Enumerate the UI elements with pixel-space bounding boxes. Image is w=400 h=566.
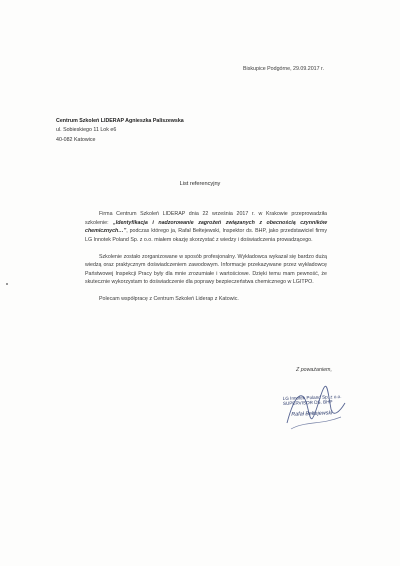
paragraph-1-rest: , podczas którego ja, Rafał Bełtejewski, Inspektor ds. BHP, jako przedstawiciel firmy LG Innotek Poland Sp. z o.o. miałem okazję skorzystać z wiedzy i doświadczenia prowadzącego. — [85, 228, 327, 243]
paragraph-3: Polecam współpracę z Centrum Szkoleń Liderap z Katowic. — [99, 296, 239, 302]
letter-date: Biskupice Podgórne, 29.09.2017 r. — [243, 66, 324, 72]
recipient-address — [56, 117, 184, 145]
letter-title: List referencyjny — [179, 181, 221, 187]
recipient-street: ul. Sobieskiego 11 Lok e6 — [56, 127, 117, 134]
recipient-city: 40-082 Katowice — [56, 136, 96, 143]
stamp-signer: Rafał Bełtejewski — [291, 410, 333, 418]
paragraph-1-intro: Firma Centrum Szkoleń LIDERAP dnia 22 września 2017 r. w Krakowie przeprowadziła szkolenie: — [85, 211, 327, 226]
punch-mark — [6, 283, 8, 285]
recipient-name: Centrum Szkoleń LIDERAP Agnieszka Paliszewska — [56, 118, 184, 124]
training-title: „Identyfikacja i nadzorowanie zagrożeń związanych z obecnością czynników chemicznych…” — [85, 219, 327, 234]
letter-body — [85, 210, 327, 312]
stamp-position: SUPERVISOR DS. BHP — [282, 399, 333, 407]
closing-regards: Z poważaniem, — [296, 367, 332, 373]
stamp-company: LG Innotek Poland Sp. z o.o. — [282, 393, 342, 402]
company-stamp — [283, 394, 342, 418]
paragraph-2: Szkolenie zostało zorganizowane w sposób profesjonalny. Wykładowca wykazał się bardzo dużą wiedzą oraz praktycznym doświadczeniem zawodowym. Informacje przekazywane przez wykładowcę Państwowej Inspekcji Pracy były dla mnie zrozumiałe i wartościowe. Dzięki temu mam pewność, że skutecznie wykorzystam to doświadczenie dla poprawy bezpieczeństwa chemicznego w LGITPO. — [85, 253, 327, 285]
paragraph-1 — [85, 210, 327, 244]
